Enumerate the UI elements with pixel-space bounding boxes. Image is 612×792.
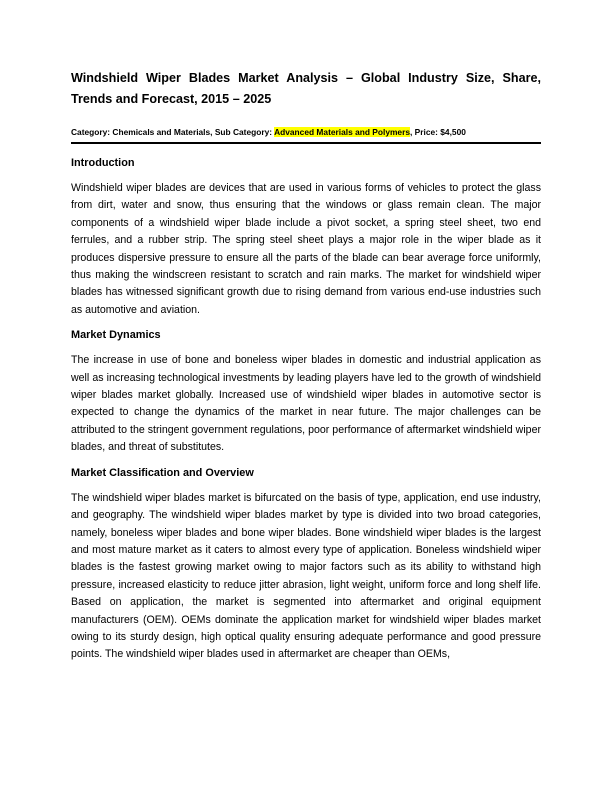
subcategory-label: , Sub Category:	[210, 127, 275, 137]
report-meta	[71, 127, 541, 144]
section-text-introduction: Windshield wiper blades are devices that are used in various forms of vehicles to protect the glass from dirt, water and snow, thus ensuring that the windows or glass remain clean. The major components of a windshield wiper blade include a pivot socket, a spring steel sheet, two end ferrules, and a rubber strip. The spring steel sheet plays a major role in the wiper blade as it produces dispersive pressure to ensure all the parts of the blade can bear average force uniformly, thus making the windscreen resistant to scratch and rain marks. The market for windshield wiper blades has witnessed significant growth due to rising demand from various end-use industries such as automotive and aviation.	[71, 182, 541, 316]
category-label: Category:	[71, 127, 113, 137]
price-value: $4,500	[440, 127, 466, 137]
subcategory-value: Advanced Materials and Polymers	[274, 127, 410, 137]
section-text-market-dynamics: The increase in use of bone and boneless wiper blades in domestic and industrial application as well as increasing technological investments by leading players have led to the growth of windshield wiper blades market globally. Increased use of windshield wiper blades in automotive sector is expected to change the dynamics of the market in near future. The major challenges can be attributed to the stringent government regulations, poor performance of aftermarket windshield wiper blades, and threat of substitutes.	[71, 354, 541, 454]
price-label: , Price:	[410, 127, 441, 137]
category-value: Chemicals and Materials	[112, 127, 211, 137]
section-text-market-classification: The windshield wiper blades market is bifurcated on the basis of type, application, end use industry, and geography. The windshield wiper blades market by type is divided into two broad categories, namely, boneless wiper blades and bone wiper blades. Bone windshield wiper blades is the largest and most mature market as it caters to almost every type of application. Boneless windshield wiper blades is the fastest growing market owing to major factors such as its ability to withstand high pressure, increased elasticity to reduce jitter abrasion, light weight, uniform force and long shelf life. Based on application, the market is segmented into aftermarket and original equipment manufacturers (OEM). OEMs dominate the application market for windshield wiper blades market owing to its sturdy design, high optical quality ensuring adequate performance and good pressure points. The windshield wiper blades used in aftermarket are cheaper than OEMs,	[71, 491, 541, 661]
section-heading-market-dynamics: Market Dynamics	[71, 329, 161, 342]
document-title: Windshield Wiper Blades Market Analysis – Global Industry Size, Share, Trends and Forecast, 2015 – 2025	[71, 71, 541, 106]
section-heading-introduction: Introduction	[71, 157, 135, 169]
section-heading-market-classification: Market Classification and Overview	[71, 466, 254, 479]
